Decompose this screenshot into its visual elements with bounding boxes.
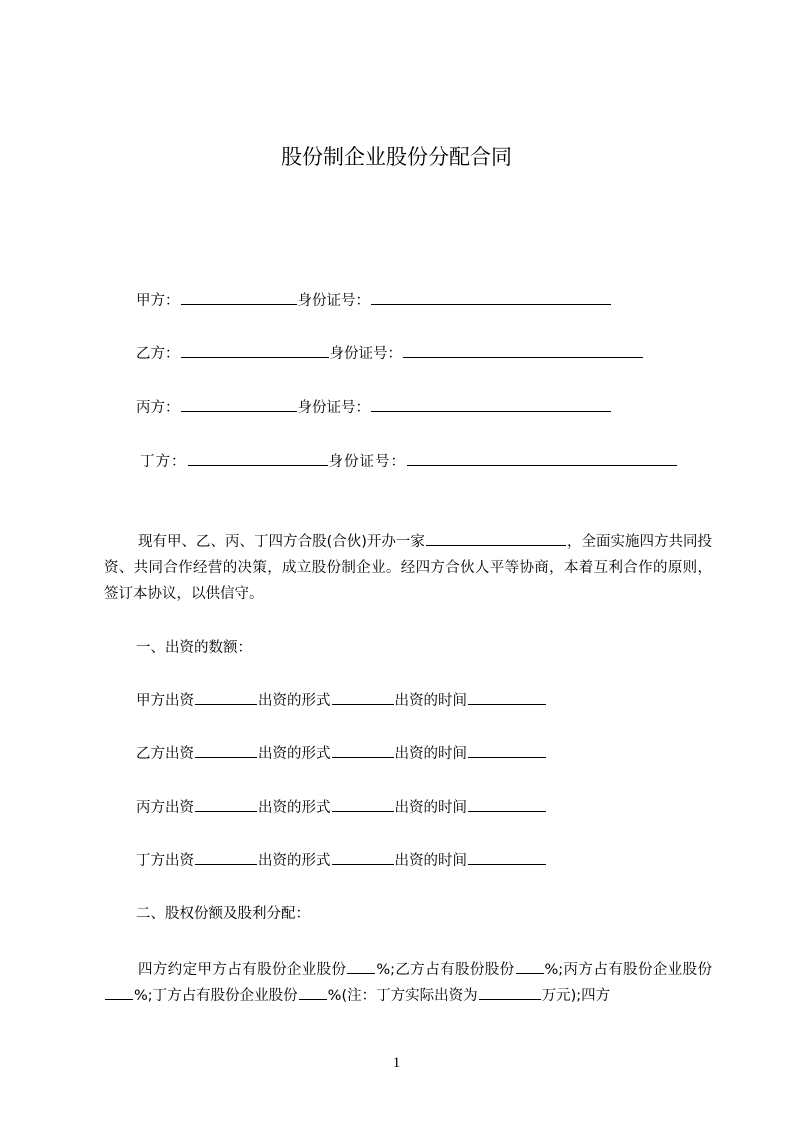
share-a-percent-blank[interactable] [347,959,375,974]
contribution-row-c [136,797,547,818]
share-text-3: %;丙方占有股份企业股份 [544,962,712,978]
share-b-percent-blank[interactable] [516,959,544,974]
share-c-percent-blank[interactable] [105,985,133,1000]
party-d-actual-amount-blank[interactable] [479,985,541,1000]
party-d-id-blank[interactable] [407,451,677,466]
share-text-5: %(注：丁方实际出资为 [327,988,478,1004]
contribution-c-time-blank[interactable] [468,797,546,812]
contribution-b-time-blank[interactable] [468,743,546,758]
contribution-a-form-label: 出资的形式 [258,693,331,709]
party-c-id-label: 身份证号： [297,400,370,416]
party-a-label: 甲方： [136,293,180,309]
contribution-b-amount-blank[interactable] [195,743,257,758]
contribution-b-form-blank[interactable] [332,743,394,758]
party-line-a [136,290,612,311]
intro-text-2: ，全面实施四方共同投资、共同合作经营的决策，成立股份制企业。经四方合伙人平等协商，本着互利合作的原则，签订本协议，以供信守。 [104,534,713,602]
page-number: 1 [392,1055,401,1071]
company-name-blank[interactable] [426,531,566,546]
section2-heading: 二、股权份额及股利分配： [136,906,310,922]
contribution-a-time-blank[interactable] [468,690,546,705]
intro-paragraph [104,529,712,607]
party-line-b [136,343,644,364]
share-text-6: 万元);四方 [541,988,611,1004]
contribution-d-form-blank[interactable] [332,850,394,865]
contribution-a-amount-blank[interactable] [195,690,257,705]
contribution-d-form-label: 出资的形式 [258,853,331,869]
contribution-c-amount-blank[interactable] [195,797,257,812]
contribution-d-label: 丁方出资 [136,853,194,869]
party-d-id-label: 身份证号： [328,454,406,470]
contribution-c-label: 丙方出资 [136,800,194,816]
party-b-label: 乙方： [136,346,180,362]
contribution-b-form-label: 出资的形式 [258,746,331,762]
share-text-2: %;乙方占有股份股份 [376,962,515,978]
section1-heading: 一、出资的数额： [136,640,252,656]
party-b-id-blank[interactable] [403,343,643,358]
contribution-row-d [136,850,547,871]
document-title: 股份制企业股份分配合同 [281,145,512,169]
contribution-a-time-label: 出资的时间 [394,693,467,709]
party-a-id-blank[interactable] [371,290,611,305]
party-c-label: 丙方： [136,400,180,416]
intro-text-1: 现有甲、乙、丙、丁四方合股(合伙)开办一家 [138,534,425,550]
contribution-b-label: 乙方出资 [136,746,194,762]
share-text-1: 四方约定甲方占有股份企业股份 [138,962,347,978]
party-a-name-blank[interactable] [181,290,297,305]
contribution-c-form-label: 出资的形式 [258,800,331,816]
party-a-id-label: 身份证号： [297,293,370,309]
contribution-a-form-blank[interactable] [332,690,394,705]
contribution-d-time-blank[interactable] [468,850,546,865]
contribution-c-time-label: 出资的时间 [394,800,467,816]
party-b-name-blank[interactable] [181,343,329,358]
party-d-label: 丁方： [140,454,187,470]
party-b-id-label: 身份证号： [329,346,402,362]
share-paragraph [104,957,712,1009]
party-line-d [140,451,678,472]
party-line-c [136,397,612,418]
share-d-percent-blank[interactable] [299,985,327,1000]
party-c-id-blank[interactable] [371,397,611,412]
contribution-d-time-label: 出资的时间 [394,853,467,869]
party-d-name-blank[interactable] [188,451,328,466]
contribution-c-form-blank[interactable] [332,797,394,812]
contribution-row-a [136,690,547,711]
contribution-b-time-label: 出资的时间 [394,746,467,762]
share-text-4: %;丁方占有股份企业股份 [134,988,298,1004]
contribution-d-amount-blank[interactable] [195,850,257,865]
contribution-row-b [136,743,547,764]
party-c-name-blank[interactable] [181,397,297,412]
contribution-a-label: 甲方出资 [136,693,194,709]
